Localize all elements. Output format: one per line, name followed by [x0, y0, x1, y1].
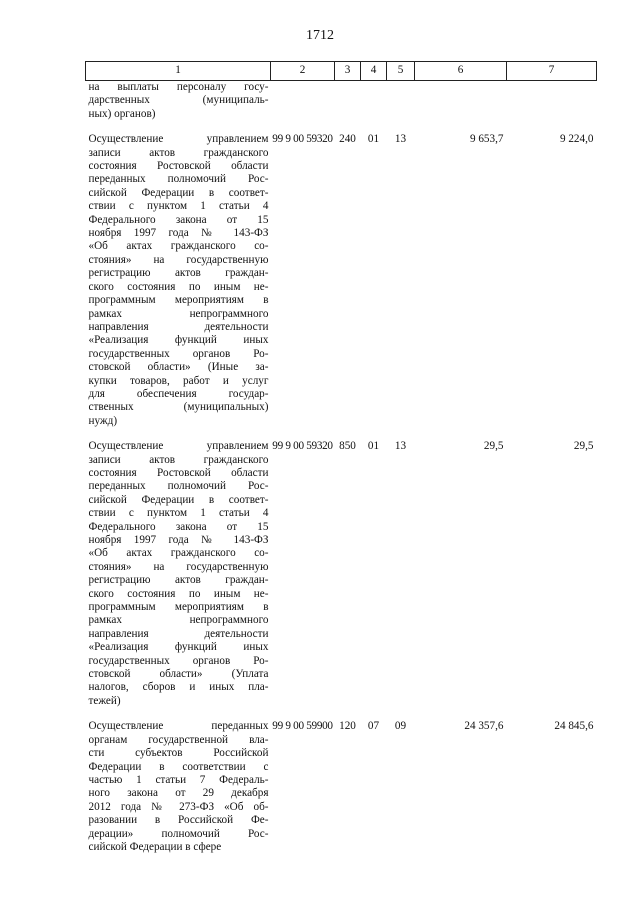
row-description — [86, 440, 271, 720]
description-line: регистрацию актов граждан- — [88, 267, 269, 280]
table-row — [86, 133, 597, 440]
continuation-description — [86, 81, 271, 134]
description-line: ственных (муниципальных) — [88, 401, 269, 414]
description-line: переданных полномочий Рос- — [88, 480, 269, 493]
section-code: 07 — [367, 720, 380, 733]
description-line: рамках непрограммного — [88, 614, 269, 627]
column-header-1: 1 — [86, 62, 271, 81]
description-line: государственных органов Ро- — [88, 654, 269, 667]
description-line: стовской области» (Уплата — [88, 668, 269, 681]
description-line: ского состояния по иным не- — [88, 587, 269, 600]
table-row — [86, 440, 597, 720]
expense-type-code: 120 — [339, 720, 356, 733]
amount-year-2: 24 845,6 — [554, 720, 594, 733]
description-line: Федерального закона от 15 — [88, 213, 269, 226]
description-line: государственных органов Ро- — [88, 347, 269, 360]
subsection-code: 09 — [394, 720, 407, 733]
description-line: тежей) — [88, 694, 121, 707]
description-line: состояния Ростовской области — [88, 466, 269, 479]
amount-year-1: 24 357,6 — [464, 720, 504, 733]
target-article-code: 99 9 00 59320 — [272, 133, 333, 146]
description-line: сийской Федерации в соответ- — [88, 493, 269, 506]
description-line: записи актов гражданского — [88, 453, 269, 466]
description-line: ноября 1997 года № 143-ФЗ — [88, 534, 269, 546]
description-line: ноября 1997 года № 143-ФЗ — [88, 227, 269, 240]
description-line: разовании в Российской Фе- — [88, 814, 269, 827]
header-row — [86, 62, 597, 81]
description-line: нужд) — [88, 414, 118, 427]
description-line: ного закона от 29 декабря — [88, 787, 269, 800]
column-header-3: 3 — [335, 62, 361, 81]
column-header-7: 7 — [507, 62, 597, 81]
description-line: записи актов гражданского — [88, 146, 269, 159]
description-line: «Реализация функций иных — [88, 334, 269, 347]
description-line: «Об актах гражданского со- — [88, 547, 269, 560]
description-line: стояния» на государственную — [88, 560, 269, 573]
description-line: для обеспечения государ- — [88, 387, 269, 400]
expense-type-code: 240 — [339, 133, 356, 146]
description-line: направления деятельности — [88, 320, 269, 333]
description-line: дерации» полномочий Рос- — [88, 827, 269, 840]
description-line: Федерации в соответствии с — [88, 760, 269, 773]
description-line: Федерального закона от 15 — [88, 520, 269, 533]
page-number: 1712 — [306, 28, 334, 43]
amount-year-1: 9 653,7 — [469, 133, 504, 146]
description-line: «Реализация функций иных — [88, 641, 269, 654]
description-line: Осуществление переданных — [88, 720, 269, 733]
description-line: направления деятельности — [88, 627, 269, 640]
subsection-code: 13 — [394, 133, 407, 146]
row-description — [86, 720, 271, 866]
amount-year-1: 29,5 — [483, 440, 504, 453]
description-line: ствии с пунктом 1 статьи 4 — [88, 507, 269, 520]
table-row — [86, 720, 597, 866]
description-line: органам государственной вла- — [88, 733, 269, 746]
description-line: сийской Федерации в сфере — [88, 840, 222, 853]
budget-table — [85, 61, 597, 866]
description-line: стовской области» (Иные за- — [88, 361, 269, 374]
description-line: рамках непрограммного — [88, 307, 269, 320]
table-body — [86, 81, 597, 867]
description-line: программным мероприятиям в — [88, 294, 269, 307]
description-line: 2012 года № 273-ФЗ «Об об- — [88, 800, 269, 813]
description-line: налогов, сборов и иных пла- — [88, 681, 269, 694]
description-line: Осуществление управлением — [88, 440, 269, 453]
expense-type-code: 850 — [339, 440, 356, 453]
description-line: стояния» на государственную — [88, 253, 269, 266]
column-header-6: 6 — [415, 62, 507, 81]
column-header-4: 4 — [361, 62, 387, 81]
description-line: на выплаты персоналу госу- — [88, 81, 269, 93]
description-line: ных) органов) — [88, 107, 156, 120]
amount-year-2: 9 224,0 — [559, 133, 594, 146]
amount-year-2: 29,5 — [573, 440, 594, 453]
target-article-code: 99 9 00 59900 — [272, 720, 333, 733]
description-line: ствии с пунктом 1 статьи 4 — [88, 200, 269, 213]
description-line: купки товаров, работ и услуг — [88, 374, 269, 387]
description-line: частью 1 статьи 7 Федераль- — [88, 773, 269, 786]
column-header-2: 2 — [271, 62, 335, 81]
row-description — [86, 133, 271, 440]
table-row — [86, 81, 597, 134]
target-article-code: 99 9 00 59320 — [272, 440, 333, 453]
description-line: Осуществление управлением — [88, 133, 269, 146]
description-line: сийской Федерации в соответ- — [88, 186, 269, 199]
description-line: дарственных (муниципаль- — [88, 94, 269, 107]
section-code: 01 — [367, 440, 380, 453]
column-header-5: 5 — [387, 62, 415, 81]
description-line: сти субъектов Российской — [88, 747, 269, 760]
description-line: «Об актах гражданского со- — [88, 240, 269, 253]
description-line: регистрацию актов граждан- — [88, 574, 269, 587]
subsection-code: 13 — [394, 440, 407, 453]
section-code: 01 — [367, 133, 380, 146]
description-line: переданных полномочий Рос- — [88, 173, 269, 186]
description-line: ского состояния по иным не- — [88, 280, 269, 293]
description-line: программным мероприятиям в — [88, 601, 269, 614]
description-line: состояния Ростовской области — [88, 160, 269, 173]
